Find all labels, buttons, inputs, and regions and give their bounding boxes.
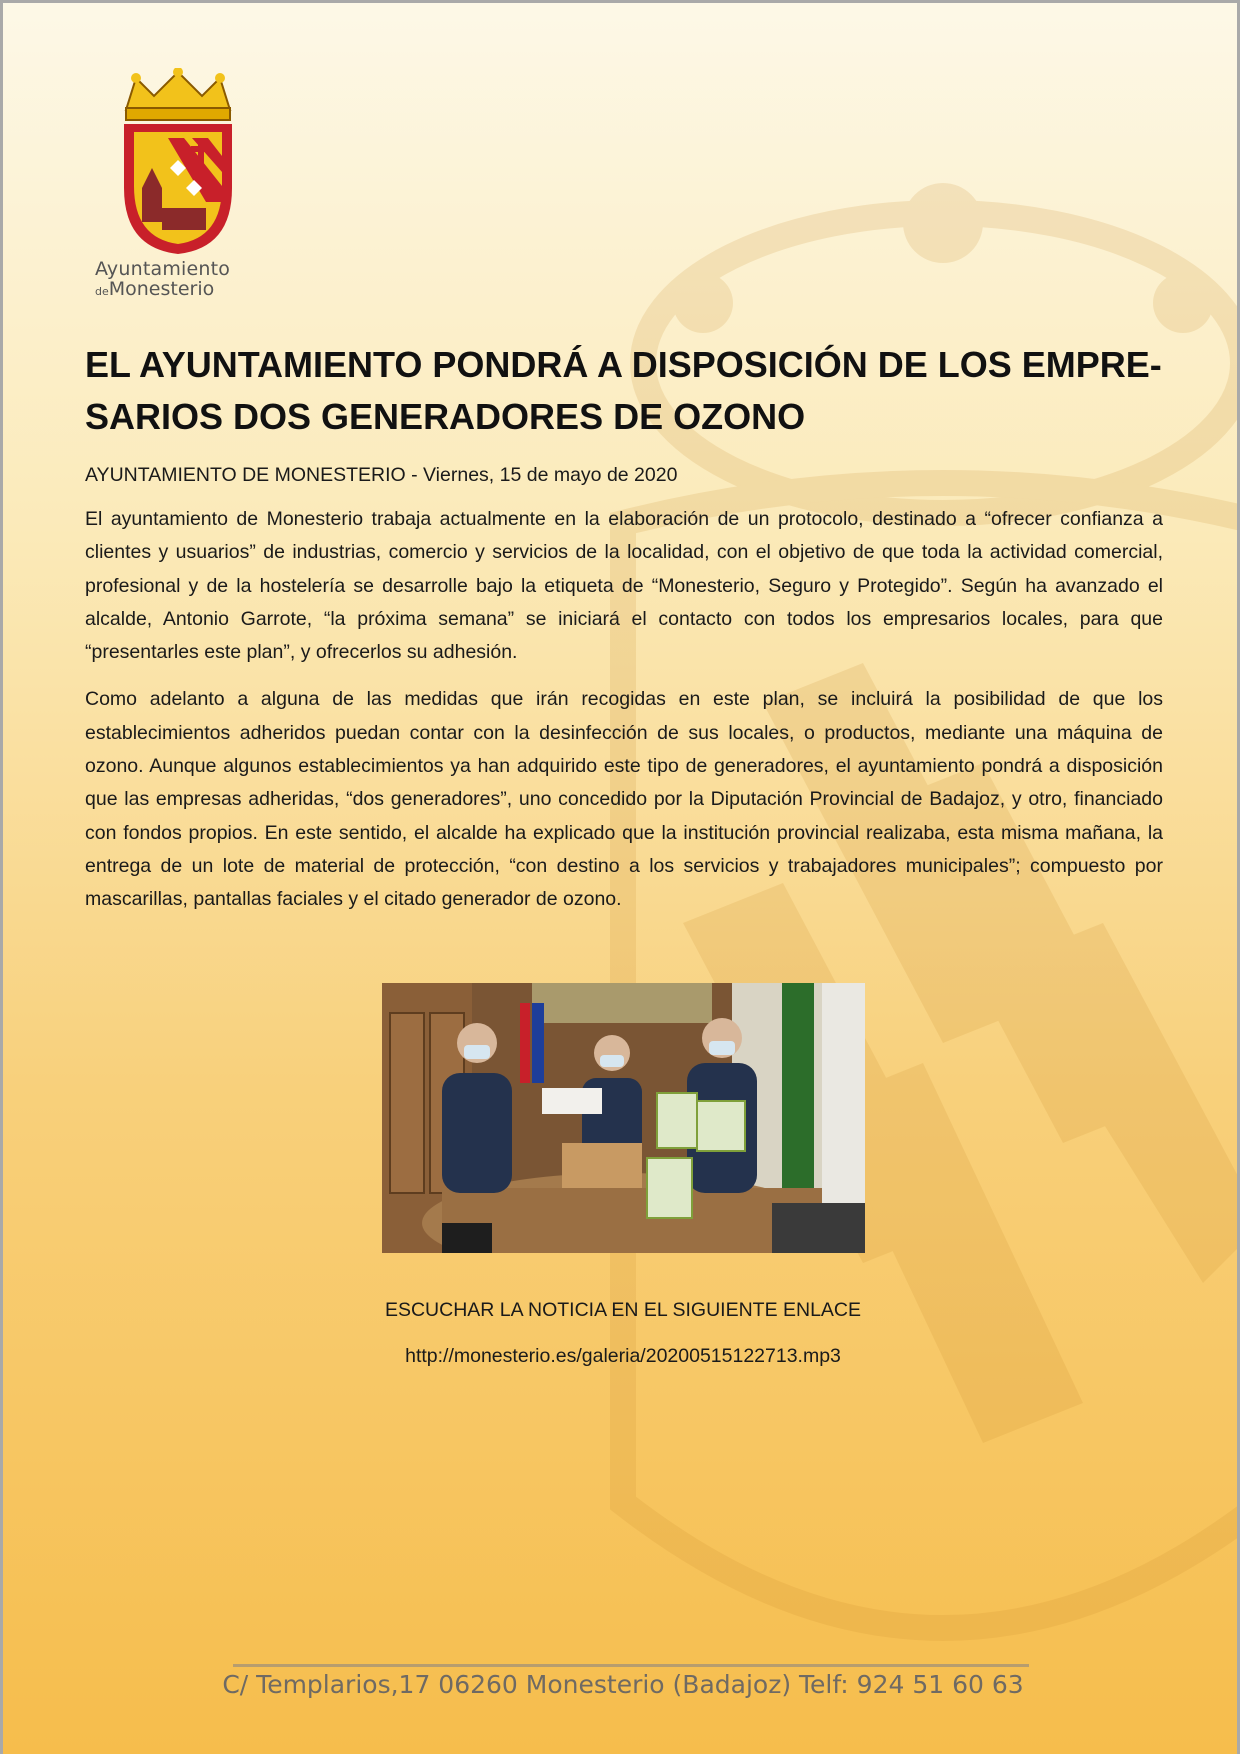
article-title: EL AYUNTAMIENTO PONDRÁ A DISPOSICIÓN DE LOS EMPRESARIOS DOS GENERADORES DE OZONO (85, 344, 1162, 437)
listen-news-label: ESCUCHAR LA NOTICIA EN EL SIGUIENTE ENLACE (384, 1299, 862, 1321)
article-content (85, 339, 1163, 931)
footer-divider (233, 1664, 1029, 1667)
article-dateline: AYUNTAMIENTO DE MONESTERIO - Viernes, 15 de mayo de 2020 (85, 464, 678, 486)
town-name-logo-text (95, 258, 265, 300)
article-paragraph-1: El ayuntamiento de Monesterio trabaja actualmente en la elaboración de un protocolo, destinado a “ofrecer confianza a clientes y usuarios” de industrias, comercio y servicios de la localidad, con el objetivo de que toda la actividad comercial, profesional y de la hostelería se desarrolle bajo la etiqueta de “Monesterio, Seguro y Protegido”. Según ha avanzado el alcalde, Antonio Garrote, “la próxima semana” se iniciará el contacto con todos los empresarios locales, para que “presentarles este plan”, y ofrecerlos su adhesión. (85, 508, 1163, 664)
article-photo (382, 983, 865, 1253)
town-crest-logo (108, 68, 248, 258)
footer-address: C/ Templarios,17 06260 Monesterio (Badajoz) Telf: 924 51 60 63 (222, 1670, 1024, 1699)
logo-town: Monesterio (108, 278, 215, 300)
logo-prefix: de (95, 285, 109, 298)
article-paragraph-2: Como adelanto a alguna de las medidas que irán recogidas en este plan, se incluirá la posibilidad de que los establecimientos adheridos puedan contar con la desinfección de sus locales, o productos, mediante una máquina de ozono. Aunque algunos establecimientos ya han adquirido este tipo de generadores, el ayuntamiento pondrá a disposición que las empresas adheridas, “dos generadores”, uno concedido por la Diputación Provincial de Badajoz, y otro, financiado con fondos propios. En este sentido, el alcalde ha explicado que la institución provincial realizaba, esta misma mañana, la entrega de un lote de material de protección, “con destino a los servicios y trabajadores municipales”; compuesto por mascarillas, pantallas faciales y el citado generador de ozono. (85, 688, 1163, 911)
logo-line-ayuntamiento: Ayuntamiento (95, 258, 231, 280)
audio-link[interactable]: http://monesterio.es/galeria/20200515122713.mp3 (405, 1345, 841, 1367)
logo-line-monesterio (95, 278, 265, 300)
